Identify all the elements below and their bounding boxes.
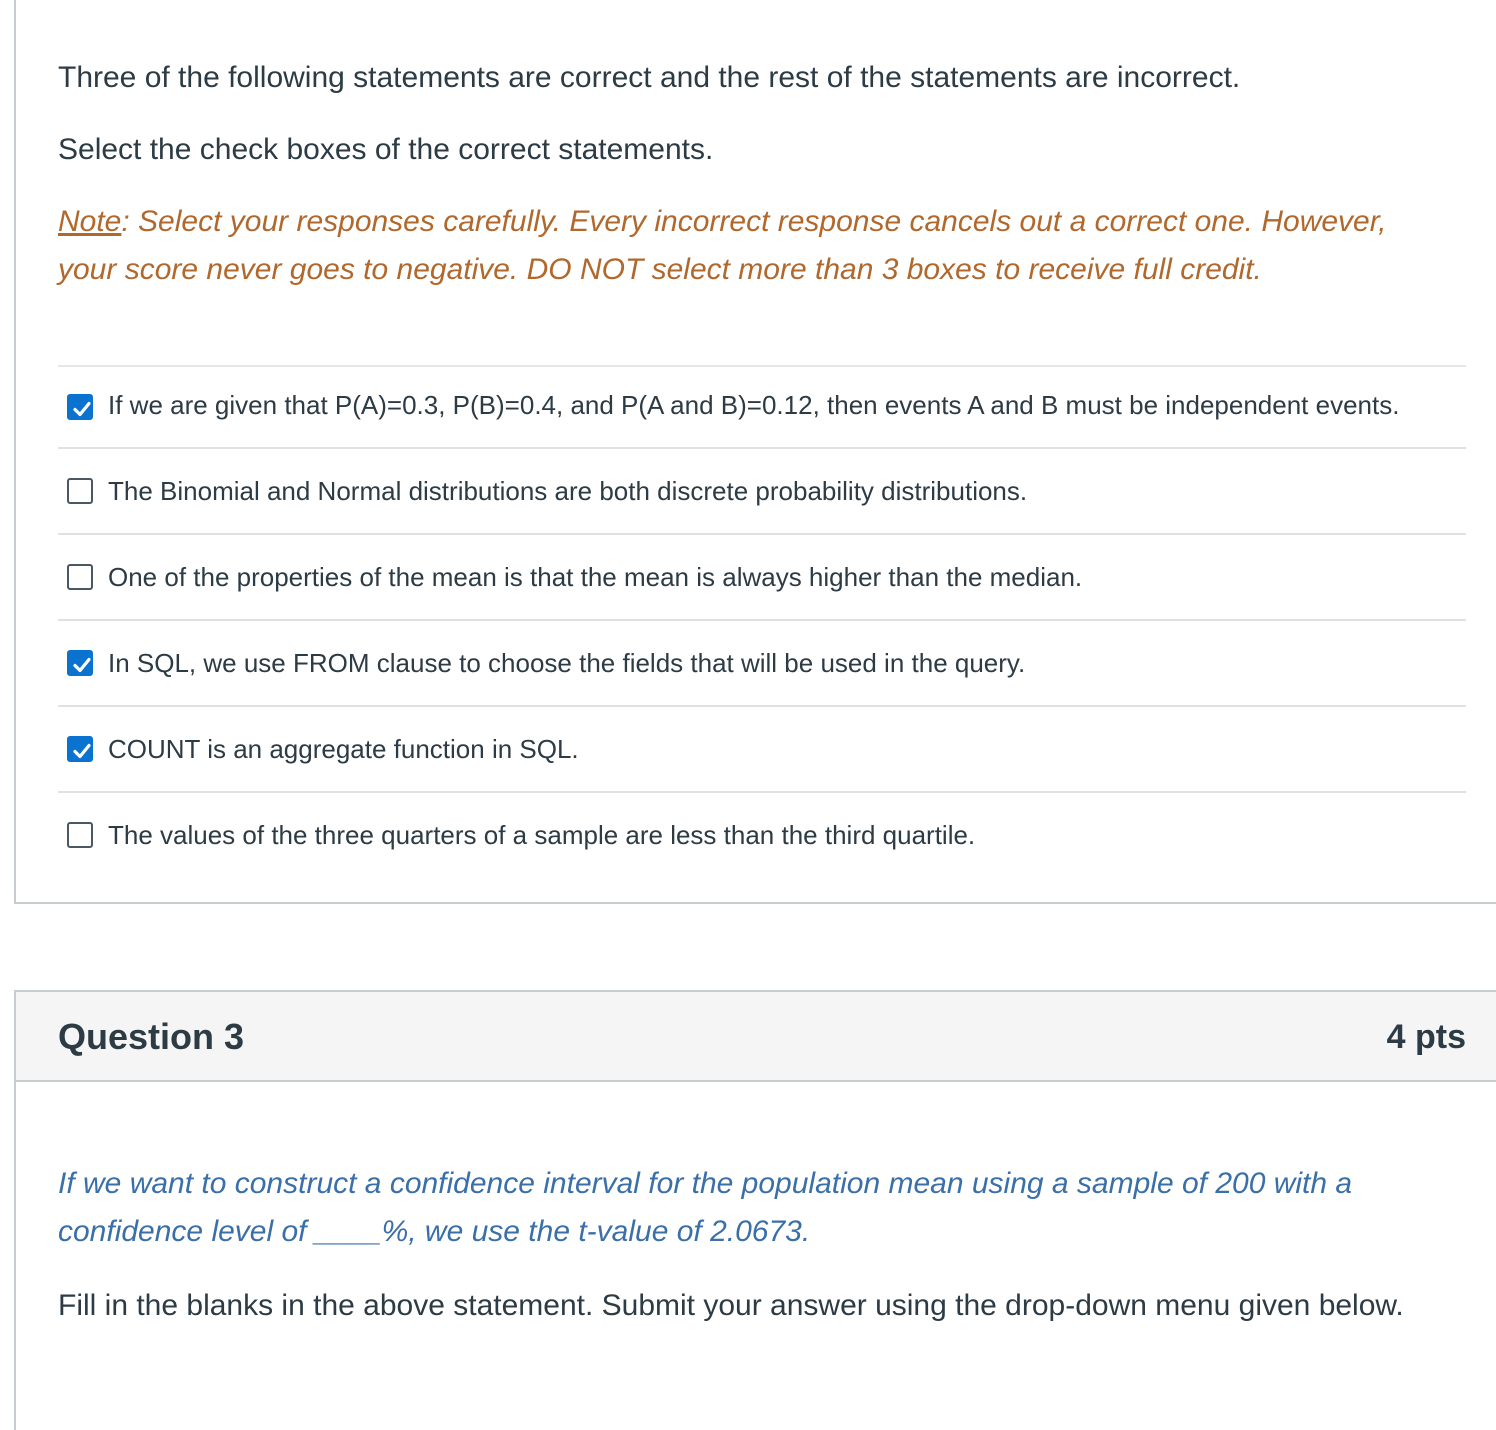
answer-option-6[interactable] xyxy=(58,791,1466,877)
answer-option-2[interactable] xyxy=(58,447,1466,533)
question-2-panel xyxy=(14,0,1496,904)
checkbox[interactable] xyxy=(67,394,93,420)
checkbox[interactable] xyxy=(67,650,93,676)
note-text: : Select your responses carefully. Every incorrect response cancels out a correct one. However, your score never goes to negative. DO NOT select more than 3 boxes to receive full credit. xyxy=(58,205,1387,286)
answer-option-5[interactable] xyxy=(58,705,1466,791)
checkbox[interactable] xyxy=(67,736,93,762)
question-statement: If we want to construct a confidence interval for the population mean using a sample of 200 with a confidence level of ____%, we use the t-value of 2.0673. xyxy=(58,1167,1353,1248)
checkmark-icon xyxy=(71,398,93,420)
checkbox[interactable] xyxy=(67,478,93,504)
prompt-line-2: Select the check boxes of the correct statements. xyxy=(58,133,714,166)
checkmark-icon xyxy=(71,654,93,676)
answer-option-1[interactable] xyxy=(58,365,1466,447)
answer-list xyxy=(58,365,1466,877)
answer-label: One of the properties of the mean is that the mean is always higher than the median. xyxy=(108,562,1083,592)
note-label: Note xyxy=(58,205,122,238)
answer-label: In SQL, we use FROM clause to choose the fields that will be used in the query. xyxy=(108,648,1026,678)
answer-label: COUNT is an aggregate function in SQL. xyxy=(108,734,579,764)
answer-option-4[interactable] xyxy=(58,619,1466,705)
checkmark-icon xyxy=(71,740,93,762)
answer-label: If we are given that P(A)=0.3, P(B)=0.4, and P(A and B)=0.12, then events A and B must be independent events. xyxy=(108,390,1400,420)
prompt-line-1: Three of the following statements are correct and the rest of the statements are incorrect. xyxy=(58,61,1241,94)
checkbox[interactable] xyxy=(67,822,93,848)
checkbox[interactable] xyxy=(67,564,93,590)
question-title: Question 3 xyxy=(58,1016,245,1057)
answer-label: The Binomial and Normal distributions are both discrete probability distributions. xyxy=(108,476,1028,506)
answer-label: The values of the three quarters of a sample are less than the third quartile. xyxy=(108,820,976,850)
answer-option-3[interactable] xyxy=(58,533,1466,619)
question-instruction: Fill in the blanks in the above statement. Submit your answer using the drop-down menu given below. xyxy=(58,1289,1404,1322)
note xyxy=(58,198,1438,294)
question-header xyxy=(16,992,1496,1082)
question-3-panel xyxy=(14,990,1496,1430)
question-points: 4 pts xyxy=(1386,1018,1466,1056)
